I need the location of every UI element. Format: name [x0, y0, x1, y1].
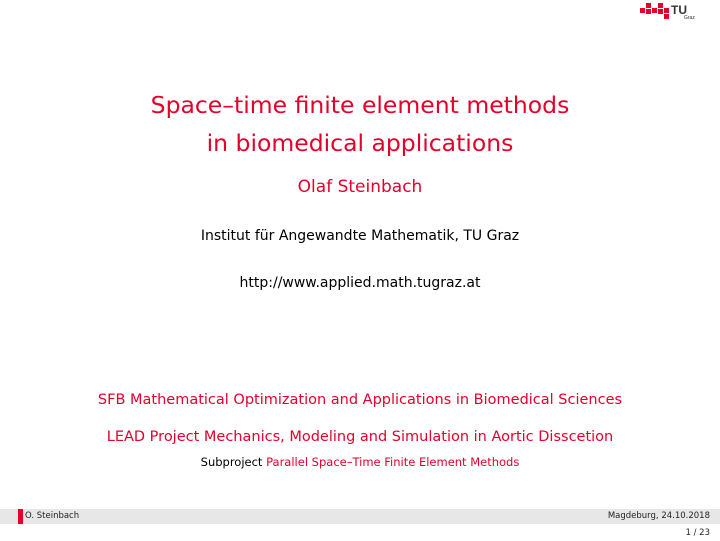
lead-project: LEAD Project Mechanics, Modeling and Simulation in Aortic Disscetion [106, 429, 614, 445]
subproject-label: Subproject [200, 455, 263, 469]
sfb-project: SFB Mathematical Optimization and Applications in Biomedical Sciences [97, 392, 623, 408]
footer-author: O. Steinbach [25, 511, 80, 521]
institute: Institut für Angewandte Mathematik, TU Graz [200, 228, 520, 244]
tu-graz-logo-icon [640, 3, 700, 21]
logo-text: TU [671, 3, 687, 17]
footer-date: Magdeburg, 24.10.2018 [607, 511, 710, 521]
tu-graz-logo [640, 3, 700, 21]
title-line-1: Space–time finite element methods [150, 91, 570, 119]
author: Olaf Steinbach [297, 177, 423, 197]
title-line-2: in biomedical applications [206, 129, 514, 157]
footer-accent-mark [18, 509, 23, 524]
logo-subtext: Graz [684, 15, 695, 21]
website-url[interactable]: http://www.applied.math.tugraz.at [239, 275, 481, 291]
footer-bar [0, 509, 720, 524]
subproject-line [0, 455, 720, 469]
page-number: 1 / 23 [685, 528, 710, 538]
subproject-name: Parallel Space–Time Finite Element Methods [266, 455, 520, 469]
